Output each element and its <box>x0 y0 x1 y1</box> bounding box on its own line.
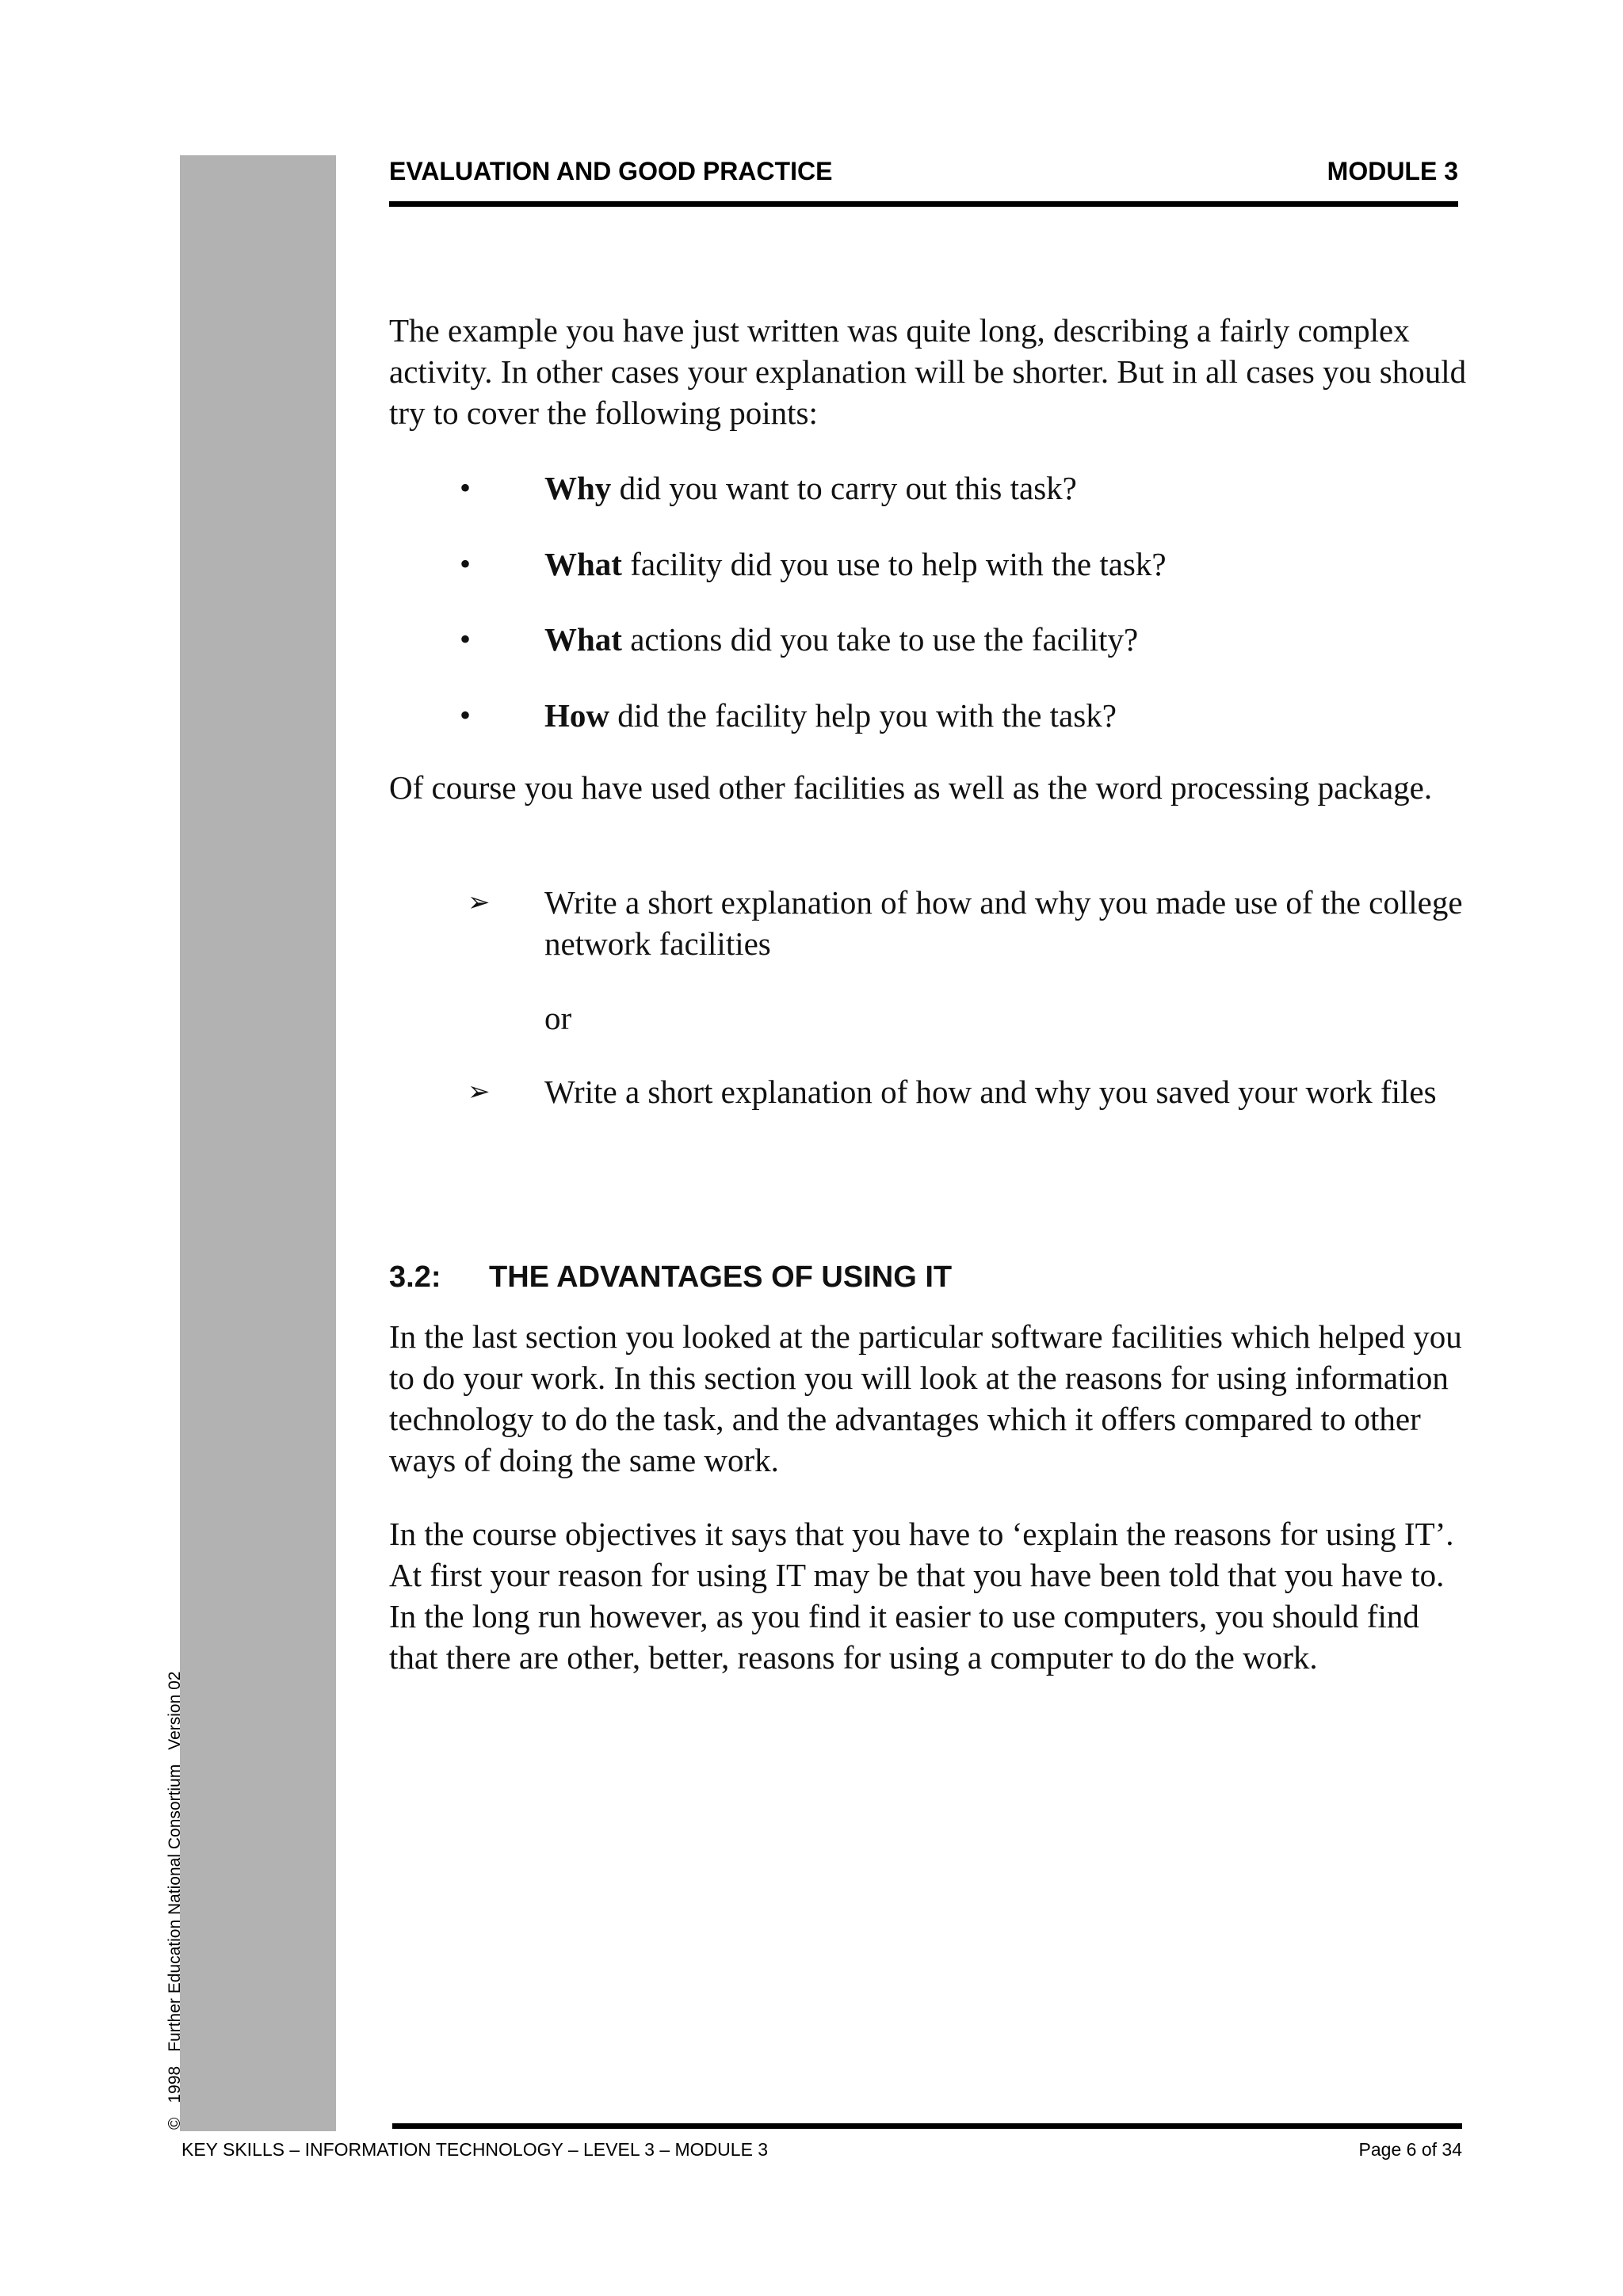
intro-paragraph: The example you have just written was quite long, describing a fairly complex activity. In other cases your explanation will be shorter. But in all cases you should try to cover the following points: <box>389 312 1467 431</box>
point-rest: facility did you use to help with the task? <box>621 546 1167 582</box>
point-rest: did the facility help you with the task? <box>609 697 1117 734</box>
arrow-bullet-icon: ➢ <box>468 1076 491 1108</box>
point-keyword: What <box>544 546 622 582</box>
point-rest: did you want to carry out this task? <box>611 470 1077 506</box>
bullet-icon: • <box>460 546 472 582</box>
point-item <box>460 543 1490 591</box>
copyright-notice <box>166 1591 185 2130</box>
section-title: THE ADVANTAGES OF USING IT <box>489 1261 953 1294</box>
footer-rule <box>392 2123 1462 2129</box>
section-paragraph: In the last section you looked at the particular software facilities which helped you to do your work. In this section you will look at the reasons for using information technology to do the task, and the advantages which it offers compared to other ways of doing the same work. <box>389 1318 1462 1478</box>
point-item <box>460 467 1490 515</box>
copyright-org: Further Education National Consortium <box>166 1764 184 2052</box>
point-text <box>544 543 1167 585</box>
point-item <box>460 619 1490 666</box>
page-header <box>389 155 1458 207</box>
footer-course-title: KEY SKILLS – INFORMATION TECHNOLOGY – LEVEL 3 – MODULE 3 <box>181 2139 769 2160</box>
point-keyword: Why <box>544 470 612 506</box>
point-keyword: How <box>544 697 609 734</box>
copyright-version: Version 02 <box>166 1671 184 1750</box>
copyright-year: 1998 <box>166 2065 184 2103</box>
section-heading <box>389 1261 952 1295</box>
bullet-icon: • <box>460 621 472 657</box>
header-module: MODULE 3 <box>1327 157 1458 185</box>
point-text <box>544 695 1117 736</box>
point-rest: actions did you take to use the facility? <box>621 621 1139 658</box>
page-number: Page 6 of 34 <box>1358 2139 1462 2160</box>
bullet-icon: • <box>460 470 472 505</box>
task-text: Write a short explanation of how and why you made use of the college network facilities <box>544 884 1463 962</box>
arrow-bullet-icon: ➢ <box>468 887 491 918</box>
header-title: EVALUATION AND GOOD PRACTICE <box>389 157 833 185</box>
point-text <box>544 619 1138 660</box>
task-text: Write a short explanation of how and why you saved your work files <box>544 1074 1437 1110</box>
facilities-paragraph: Of course you have used other facilities as well as the word processing package. <box>389 769 1433 806</box>
point-keyword: What <box>544 621 622 658</box>
point-item <box>460 695 1490 742</box>
point-text <box>544 467 1077 509</box>
copyright-symbol: © <box>166 2117 184 2130</box>
or-connector: or <box>544 1000 572 1036</box>
bullet-icon: • <box>460 697 472 733</box>
margin-gray-bar <box>180 155 336 2131</box>
section-paragraph: In the course objectives it says that you have to ‘explain the reasons for using IT’. At first your reason for using IT may be that you have been told that you have to. In the long run however, as you find it easier to use computers, you should find that there are other, better, reasons for using a computer to do the work. <box>389 1516 1454 1676</box>
section-number: 3.2: <box>389 1261 441 1294</box>
